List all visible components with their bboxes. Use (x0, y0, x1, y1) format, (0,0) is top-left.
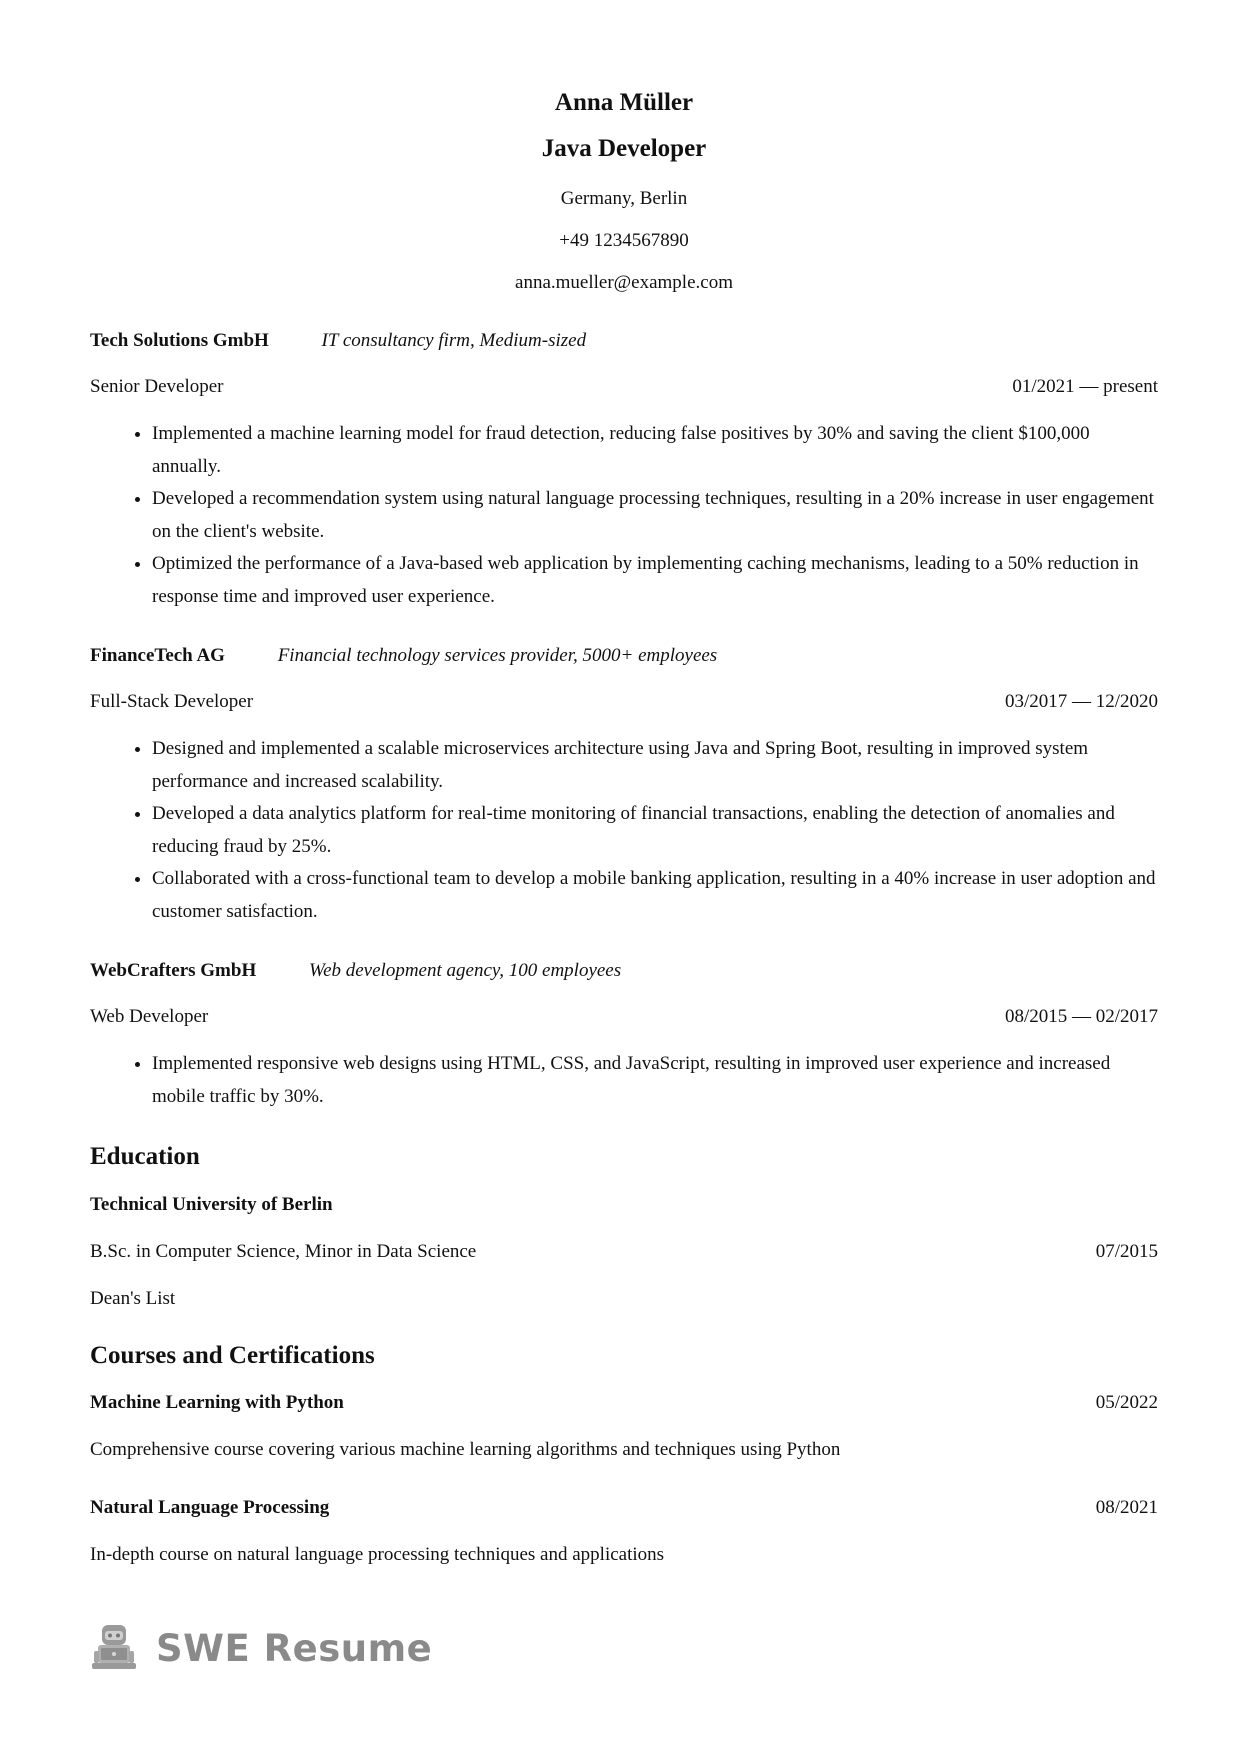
course-date: 05/2022 (1095, 1392, 1158, 1413)
course-description-row (90, 1439, 1158, 1461)
course-row (90, 1392, 1158, 1414)
course-description-row (90, 1544, 1158, 1566)
company-description: Web development agency, 100 employees (308, 960, 622, 981)
role: Full-Stack Developer (90, 691, 254, 712)
achievement: • Developed a recommendation system using natural language processing techniques, resulting in a 20% increase in user engagement on the client's website. (152, 483, 1158, 548)
company-name: WebCrafters GmbH (90, 960, 257, 981)
company-name: FinanceTech AG (90, 645, 225, 666)
job-title: Java Developer (541, 135, 707, 162)
education-school-row (90, 1194, 1158, 1216)
location: Germany, Berlin (560, 188, 688, 209)
achievement-list (90, 1048, 1158, 1113)
robot-laptop-icon (90, 1623, 138, 1673)
dates: 08/2015 — 02/2017 (1004, 1006, 1158, 1027)
school-name: Technical University of Berlin (90, 1194, 333, 1215)
course-row (90, 1497, 1158, 1519)
honor: Dean's List (90, 1288, 176, 1309)
phone: +49 1234567890 (559, 230, 689, 251)
role: Senior Developer (90, 376, 224, 397)
achievement: • Implemented a machine learning model for fraud detection, reducing false positives by 30% and saving the client $100,000 annually. (152, 418, 1158, 483)
education-heading: Education (90, 1143, 200, 1170)
achievement-list (90, 733, 1158, 928)
company-description: Financial technology services provider, 5000+ employees (277, 645, 718, 666)
courses-heading: Courses and Certifications (90, 1342, 375, 1369)
achievement-list (90, 418, 1158, 613)
role: Web Developer (90, 1006, 209, 1027)
education-degree-row (90, 1241, 1158, 1263)
course-description: Comprehensive course covering various machine learning algorithms and techniques using Python (90, 1439, 841, 1460)
graduation-date: 07/2015 (1095, 1241, 1158, 1262)
achievement: • Collaborated with a cross-functional team to develop a mobile banking application, resulting in a 40% increase in user adoption and customer satisfaction. (152, 863, 1158, 928)
achievement: • Implemented responsive web designs using HTML, CSS, and JavaScript, resulting in improved user experience and increased mobile traffic by 30%. (152, 1048, 1158, 1113)
achievement: • Optimized the performance of a Java-based web application by implementing caching mechanisms, leading to a 50% reduction in response time and improved user experience. (152, 548, 1158, 613)
experience-item (90, 330, 1158, 613)
course-description: In-depth course on natural language processing techniques and applications (90, 1544, 665, 1565)
course-date: 08/2021 (1095, 1497, 1158, 1518)
swe-resume-logo (90, 1623, 432, 1673)
degree: B.Sc. in Computer Science, Minor in Data Science (90, 1241, 477, 1262)
candidate-name: Anna Müller (554, 89, 694, 116)
dates: 03/2017 — 12/2020 (1004, 691, 1158, 712)
experience-item (90, 645, 1158, 928)
company-name: Tech Solutions GmbH (90, 330, 269, 351)
logo-text: SWE Resume (156, 1626, 433, 1670)
education-honor-row (90, 1288, 1158, 1310)
experience-item (90, 960, 1158, 1113)
achievement: • Developed a data analytics platform for real-time monitoring of financial transactions, enabling the detection of anomalies and reducing fraud by 25%. (152, 798, 1158, 863)
dates: 01/2021 — present (1012, 376, 1158, 397)
course-name: Machine Learning with Python (90, 1392, 344, 1413)
email: anna.mueller@example.com (515, 272, 733, 293)
achievement: • Designed and implemented a scalable microservices architecture using Java and Spring Boot, resulting in improved system performance and increased scalability. (152, 733, 1158, 798)
course-name: Natural Language Processing (90, 1497, 330, 1518)
company-description: IT consultancy firm, Medium-sized (321, 330, 587, 351)
